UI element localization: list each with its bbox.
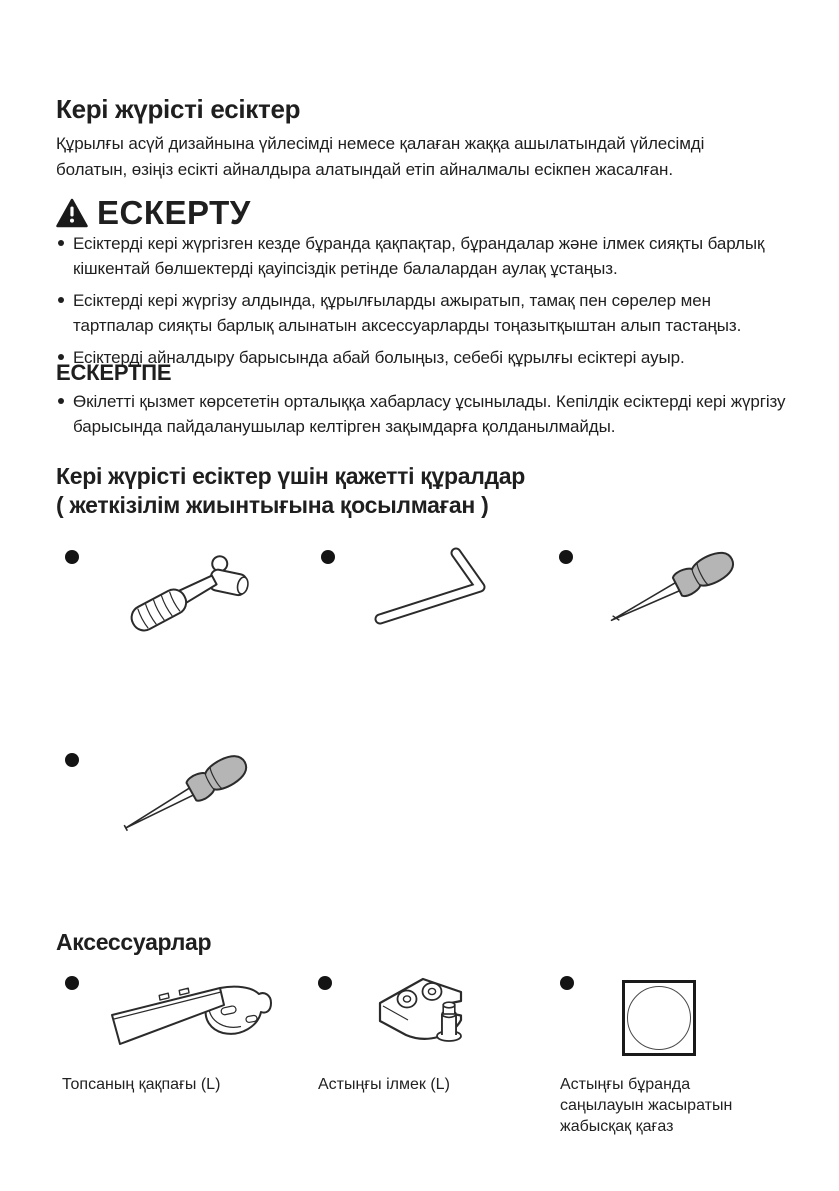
intro-paragraph: Құрылғы асүй дизайнына үйлесімді немесе қалаған жаққа ашылатындай үйлесімді болатын, өзіңіз есікті айналдыра алатындай етіп айналмалы есікпен жасалған. bbox=[56, 134, 705, 179]
accessory-bullet-dot bbox=[65, 976, 79, 990]
lower-hinge-icon bbox=[366, 972, 484, 1060]
tool-bullet-dot bbox=[559, 550, 573, 564]
warning-item: Есіктерді кері жүргізген кезде бұранда қақпақтар, бұрандалар және ілмек сияқты барлық кішкентай бөлшектерді қауіпсіздік ретінде балалардан аулақ ұстаңыз. bbox=[56, 231, 791, 281]
warning-item: Есіктерді айналдыру барысында абай болыңыз, себебі құрылғы есіктері ауыр. bbox=[56, 345, 791, 370]
tools-heading-line1: Кері жүрісті есіктер үшін қажетті құралдар bbox=[56, 463, 526, 489]
warning-item: Есіктерді кері жүргізу алдында, құрылғыларды ажыратып, тамақ пен сөрелер мен тартпалар сияқты барлық алынатын аксессуарларды тоңазытқыштан алып тастаңыз. bbox=[56, 288, 791, 338]
sticker-circle bbox=[627, 986, 691, 1050]
hex-key-icon bbox=[373, 546, 498, 631]
page-title: Кері жүрісті есіктер bbox=[56, 94, 301, 124]
tools-heading-line2: ( жеткізілім жиынтығына қосылмаған ) bbox=[56, 492, 489, 518]
tool-bullet-dot bbox=[321, 550, 335, 564]
tool-bullet-dot bbox=[65, 753, 79, 767]
accessory-label: Астыңғы бұранда саңылауын жасыратын жабысқақ қағаз bbox=[560, 1076, 733, 1135]
hinge-cover-icon bbox=[108, 978, 278, 1052]
flathead-screwdriver-icon bbox=[112, 746, 262, 842]
socket-wrench-icon bbox=[124, 543, 260, 639]
warning-list bbox=[56, 231, 791, 377]
warning-triangle-icon bbox=[56, 198, 88, 228]
warning-heading: ЕСКЕРТУ bbox=[97, 194, 251, 231]
tool-bullet-dot bbox=[65, 550, 79, 564]
accessories-heading: Аксессуарлар bbox=[56, 929, 212, 955]
screw-hole-sticker-icon bbox=[622, 980, 696, 1056]
tools-section-heading bbox=[56, 462, 525, 520]
accessory-bullet-dot bbox=[318, 976, 332, 990]
phillips-screwdriver-icon bbox=[598, 541, 748, 637]
note-heading: ЕСКЕРТПЕ bbox=[56, 360, 172, 385]
accessory-label: Астыңғы ілмек (L) bbox=[318, 1076, 450, 1093]
accessory-bullet-dot bbox=[560, 976, 574, 990]
note-list bbox=[56, 389, 791, 446]
warning-header bbox=[56, 194, 251, 232]
accessory-label: Топсаның қақпағы (L) bbox=[62, 1076, 221, 1093]
note-item: Өкілетті қызмет көрсететін орталыққа хабарласу ұсынылады. Кепілдік есіктерді кері жүргізу барысында пайдаланушылар келтірген зақымдарға қолданылмайды. bbox=[56, 389, 791, 439]
